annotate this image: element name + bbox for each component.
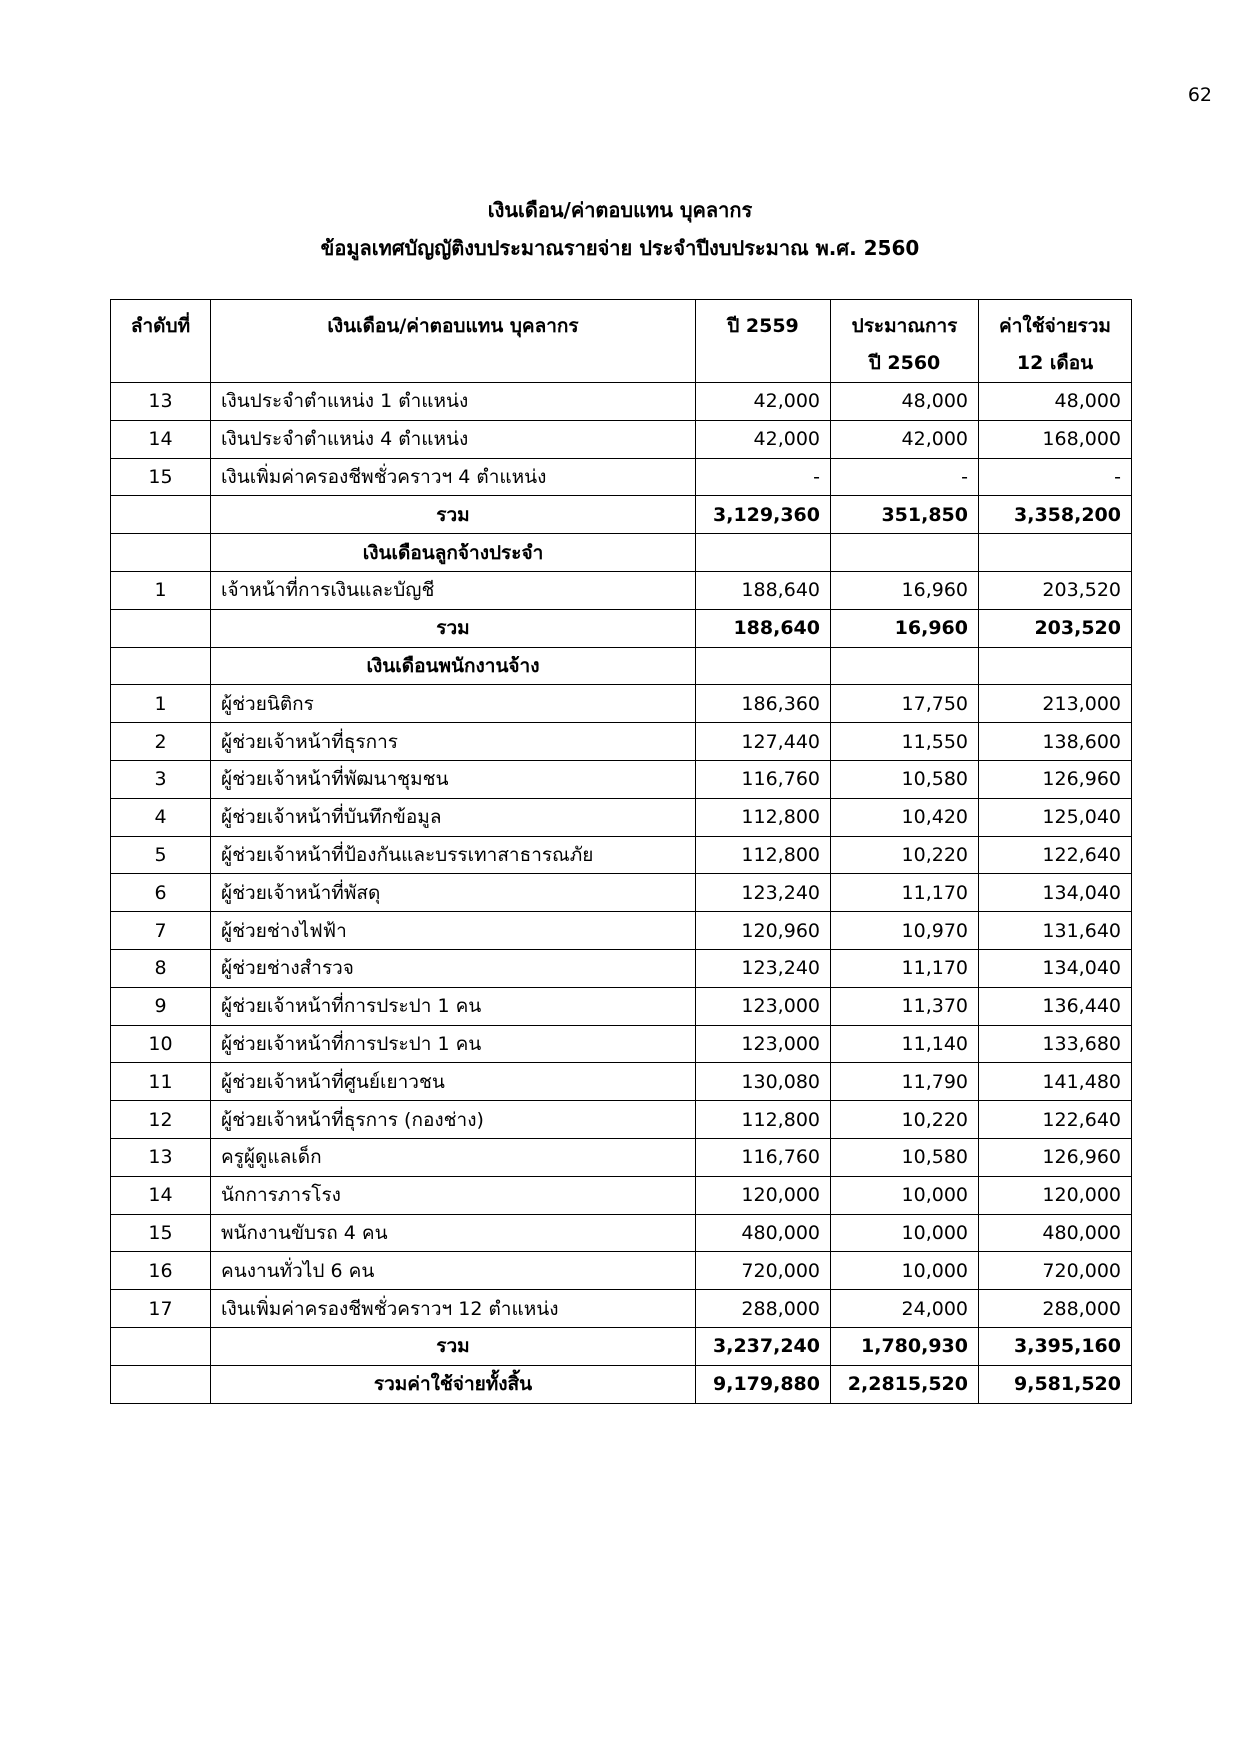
- row-year-2559: 186,360: [696, 685, 831, 723]
- table-row: [111, 1025, 1132, 1063]
- row-description: ผู้ช่วยเจ้าหน้าที่พัฒนาชุมชน: [211, 760, 696, 798]
- row-year-2559: 120,960: [696, 912, 831, 950]
- row-total-12-months: 168,000: [979, 420, 1132, 458]
- row-description: คนงานทั่วไป 6 คน: [211, 1252, 696, 1290]
- row-year-2559: 127,440: [696, 723, 831, 761]
- row-total-12-months: 134,040: [979, 949, 1132, 987]
- row-description: เงินประจำตำแหน่ง 1 ตำแหน่ง: [211, 383, 696, 421]
- table-row: [111, 874, 1132, 912]
- row-description: ผู้ช่วยเจ้าหน้าที่พัสดุ: [211, 874, 696, 912]
- table-row: [111, 912, 1132, 950]
- row-description: ผู้ช่วยเจ้าหน้าที่การประปา 1 คน: [211, 987, 696, 1025]
- row-number: 2: [111, 723, 211, 761]
- document-subtitle: ข้อมูลเทศบัญญัติงบประมาณรายจ่าย ประจำปีงบประมาณ พ.ศ. 2560: [320, 236, 920, 260]
- row-year-2559: 42,000: [696, 383, 831, 421]
- total-row: [111, 1327, 1132, 1365]
- row-number: 14: [111, 420, 211, 458]
- row-total-12-months: 122,640: [979, 1101, 1132, 1139]
- row-number: 8: [111, 949, 211, 987]
- row-number: 17: [111, 1290, 211, 1328]
- total-row: [111, 1365, 1132, 1403]
- row-number: [111, 1327, 211, 1365]
- row-year-2559: 188,640: [696, 609, 831, 647]
- row-year-2559: -: [696, 458, 831, 496]
- row-number: 15: [111, 458, 211, 496]
- table-row: [111, 723, 1132, 761]
- document-title: เงินเดือน/ค่าตอบแทน บุคลากร: [487, 198, 753, 222]
- row-number: 1: [111, 571, 211, 609]
- row-year-2559: 3,129,360: [696, 496, 831, 534]
- row-year-2559: 480,000: [696, 1214, 831, 1252]
- row-number: 7: [111, 912, 211, 950]
- row-number: 13: [111, 1138, 211, 1176]
- row-year-2559: 120,000: [696, 1176, 831, 1214]
- section-row: [111, 534, 1132, 572]
- row-total-12-months: 133,680: [979, 1025, 1132, 1063]
- budget-table: [110, 299, 1132, 1404]
- row-description: ผู้ช่วยเจ้าหน้าที่ศูนย์เยาวชน: [211, 1063, 696, 1101]
- row-total-12-months: [979, 534, 1132, 572]
- row-total-12-months: 3,358,200: [979, 496, 1132, 534]
- row-number: 9: [111, 987, 211, 1025]
- header-total-line2: 12 เดือน: [1016, 352, 1094, 374]
- row-total-12-months: 131,640: [979, 912, 1132, 950]
- row-number: 11: [111, 1063, 211, 1101]
- row-description: รวมค่าใช้จ่ายทั้งสิ้น: [211, 1365, 696, 1403]
- row-year-2559: [696, 647, 831, 685]
- row-total-12-months: 141,480: [979, 1063, 1132, 1101]
- row-total-12-months: 126,960: [979, 760, 1132, 798]
- row-estimate-2560: 24,000: [831, 1290, 979, 1328]
- row-estimate-2560: 10,420: [831, 798, 979, 836]
- row-year-2559: 123,000: [696, 987, 831, 1025]
- header-total-12-months: [979, 300, 1132, 383]
- row-description: พนักงานขับรถ 4 คน: [211, 1214, 696, 1252]
- row-description: ผู้ช่วยช่างสำรวจ: [211, 949, 696, 987]
- section-row: [111, 647, 1132, 685]
- row-estimate-2560: 2,2815,520: [831, 1365, 979, 1403]
- row-description: รวม: [211, 609, 696, 647]
- row-year-2559: 188,640: [696, 571, 831, 609]
- row-estimate-2560: 11,790: [831, 1063, 979, 1101]
- row-estimate-2560: 16,960: [831, 571, 979, 609]
- row-number: 13: [111, 383, 211, 421]
- row-year-2559: 112,800: [696, 1101, 831, 1139]
- table-row: [111, 836, 1132, 874]
- row-number: [111, 647, 211, 685]
- row-number: 5: [111, 836, 211, 874]
- row-description: ผู้ช่วยเจ้าหน้าที่ป้องกันและบรรเทาสาธารณภัย: [211, 836, 696, 874]
- row-estimate-2560: 10,000: [831, 1214, 979, 1252]
- row-estimate-2560: 1,780,930: [831, 1327, 979, 1365]
- row-total-12-months: 720,000: [979, 1252, 1132, 1290]
- row-description: เงินเดือนพนักงานจ้าง: [211, 647, 696, 685]
- table-row: [111, 1138, 1132, 1176]
- table-row: [111, 760, 1132, 798]
- row-number: 14: [111, 1176, 211, 1214]
- row-number: 3: [111, 760, 211, 798]
- row-description: เงินเพิ่มค่าครองชีพชั่วคราวฯ 4 ตำแหน่ง: [211, 458, 696, 496]
- table-row: [111, 1214, 1132, 1252]
- row-year-2559: 123,240: [696, 874, 831, 912]
- row-total-12-months: 203,520: [979, 609, 1132, 647]
- row-estimate-2560: 42,000: [831, 420, 979, 458]
- row-total-12-months: 134,040: [979, 874, 1132, 912]
- row-year-2559: [696, 534, 831, 572]
- row-description: เงินเดือนลูกจ้างประจำ: [211, 534, 696, 572]
- row-description: ผู้ช่วยเจ้าหน้าที่ธุรการ: [211, 723, 696, 761]
- row-description: ผู้ช่วยเจ้าหน้าที่บันทึกข้อมูล: [211, 798, 696, 836]
- row-description: เจ้าหน้าที่การเงินและบัญชี: [211, 571, 696, 609]
- row-total-12-months: 3,395,160: [979, 1327, 1132, 1365]
- total-row: [111, 496, 1132, 534]
- header-item: เงินเดือน/ค่าตอบแทน บุคลากร: [211, 300, 696, 383]
- row-description: ครูผู้ดูแลเด็ก: [211, 1138, 696, 1176]
- row-estimate-2560: 10,220: [831, 1101, 979, 1139]
- row-year-2559: 720,000: [696, 1252, 831, 1290]
- row-number: [111, 609, 211, 647]
- row-number: 15: [111, 1214, 211, 1252]
- table-row: [111, 383, 1132, 421]
- row-number: [111, 534, 211, 572]
- row-total-12-months: 48,000: [979, 383, 1132, 421]
- table-row: [111, 571, 1132, 609]
- row-description: ผู้ช่วยช่างไฟฟ้า: [211, 912, 696, 950]
- row-number: [111, 496, 211, 534]
- row-estimate-2560: 11,140: [831, 1025, 979, 1063]
- row-description: ผู้ช่วยเจ้าหน้าที่การประปา 1 คน: [211, 1025, 696, 1063]
- row-total-12-months: -: [979, 458, 1132, 496]
- row-total-12-months: 213,000: [979, 685, 1132, 723]
- header-year-2559: ปี 2559: [696, 300, 831, 383]
- row-total-12-months: 203,520: [979, 571, 1132, 609]
- row-number: 10: [111, 1025, 211, 1063]
- table-row: [111, 949, 1132, 987]
- row-description: รวม: [211, 1327, 696, 1365]
- row-year-2559: 112,800: [696, 798, 831, 836]
- table-row: [111, 987, 1132, 1025]
- table-row: [111, 1252, 1132, 1290]
- table-row: [111, 420, 1132, 458]
- row-year-2559: 123,240: [696, 949, 831, 987]
- row-number: [111, 1365, 211, 1403]
- row-estimate-2560: 48,000: [831, 383, 979, 421]
- header-estimate-line1: ประมาณการ: [851, 315, 958, 337]
- row-description: นักการภารโรง: [211, 1176, 696, 1214]
- row-year-2559: 130,080: [696, 1063, 831, 1101]
- row-estimate-2560: 10,000: [831, 1176, 979, 1214]
- table-row: [111, 685, 1132, 723]
- row-estimate-2560: 11,370: [831, 987, 979, 1025]
- header-estimate-2560: [831, 300, 979, 383]
- row-estimate-2560: 17,750: [831, 685, 979, 723]
- row-year-2559: 123,000: [696, 1025, 831, 1063]
- page-number: 62: [1187, 84, 1212, 106]
- row-total-12-months: 136,440: [979, 987, 1132, 1025]
- row-estimate-2560: 16,960: [831, 609, 979, 647]
- row-year-2559: 116,760: [696, 1138, 831, 1176]
- row-estimate-2560: [831, 647, 979, 685]
- row-year-2559: 288,000: [696, 1290, 831, 1328]
- row-total-12-months: 122,640: [979, 836, 1132, 874]
- table-row: [111, 1063, 1132, 1101]
- row-total-12-months: 9,581,520: [979, 1365, 1132, 1403]
- row-estimate-2560: 10,000: [831, 1252, 979, 1290]
- row-year-2559: 112,800: [696, 836, 831, 874]
- row-number: 1: [111, 685, 211, 723]
- row-year-2559: 3,237,240: [696, 1327, 831, 1365]
- row-number: 4: [111, 798, 211, 836]
- row-estimate-2560: 11,550: [831, 723, 979, 761]
- row-number: 16: [111, 1252, 211, 1290]
- header-no: ลำดับที่: [111, 300, 211, 383]
- row-estimate-2560: 10,970: [831, 912, 979, 950]
- table-row: [111, 1101, 1132, 1139]
- row-estimate-2560: 11,170: [831, 874, 979, 912]
- row-estimate-2560: 351,850: [831, 496, 979, 534]
- row-description: ผู้ช่วยนิติกร: [211, 685, 696, 723]
- row-year-2559: 9,179,880: [696, 1365, 831, 1403]
- row-year-2559: 116,760: [696, 760, 831, 798]
- total-row: [111, 609, 1132, 647]
- table-header: [111, 300, 1132, 383]
- header-row: [111, 300, 1132, 383]
- row-total-12-months: 480,000: [979, 1214, 1132, 1252]
- row-description: เงินประจำตำแหน่ง 4 ตำแหน่ง: [211, 420, 696, 458]
- row-estimate-2560: 10,580: [831, 1138, 979, 1176]
- row-estimate-2560: [831, 534, 979, 572]
- table-row: [111, 1176, 1132, 1214]
- row-estimate-2560: 10,220: [831, 836, 979, 874]
- header-estimate-line2: ปี 2560: [868, 352, 941, 374]
- row-total-12-months: 288,000: [979, 1290, 1132, 1328]
- row-number: 12: [111, 1101, 211, 1139]
- row-year-2559: 42,000: [696, 420, 831, 458]
- table-body: [111, 383, 1132, 1404]
- row-number: 6: [111, 874, 211, 912]
- row-estimate-2560: 11,170: [831, 949, 979, 987]
- row-total-12-months: 125,040: [979, 798, 1132, 836]
- row-description: เงินเพิ่มค่าครองชีพชั่วคราวฯ 12 ตำแหน่ง: [211, 1290, 696, 1328]
- row-estimate-2560: -: [831, 458, 979, 496]
- row-total-12-months: 120,000: [979, 1176, 1132, 1214]
- table-row: [111, 458, 1132, 496]
- table-row: [111, 798, 1132, 836]
- row-estimate-2560: 10,580: [831, 760, 979, 798]
- row-description: ผู้ช่วยเจ้าหน้าที่ธุรการ (กองช่าง): [211, 1101, 696, 1139]
- header-total-line1: ค่าใช้จ่ายรวม: [999, 315, 1111, 337]
- row-total-12-months: [979, 647, 1132, 685]
- row-total-12-months: 126,960: [979, 1138, 1132, 1176]
- table-row: [111, 1290, 1132, 1328]
- row-description: รวม: [211, 496, 696, 534]
- row-total-12-months: 138,600: [979, 723, 1132, 761]
